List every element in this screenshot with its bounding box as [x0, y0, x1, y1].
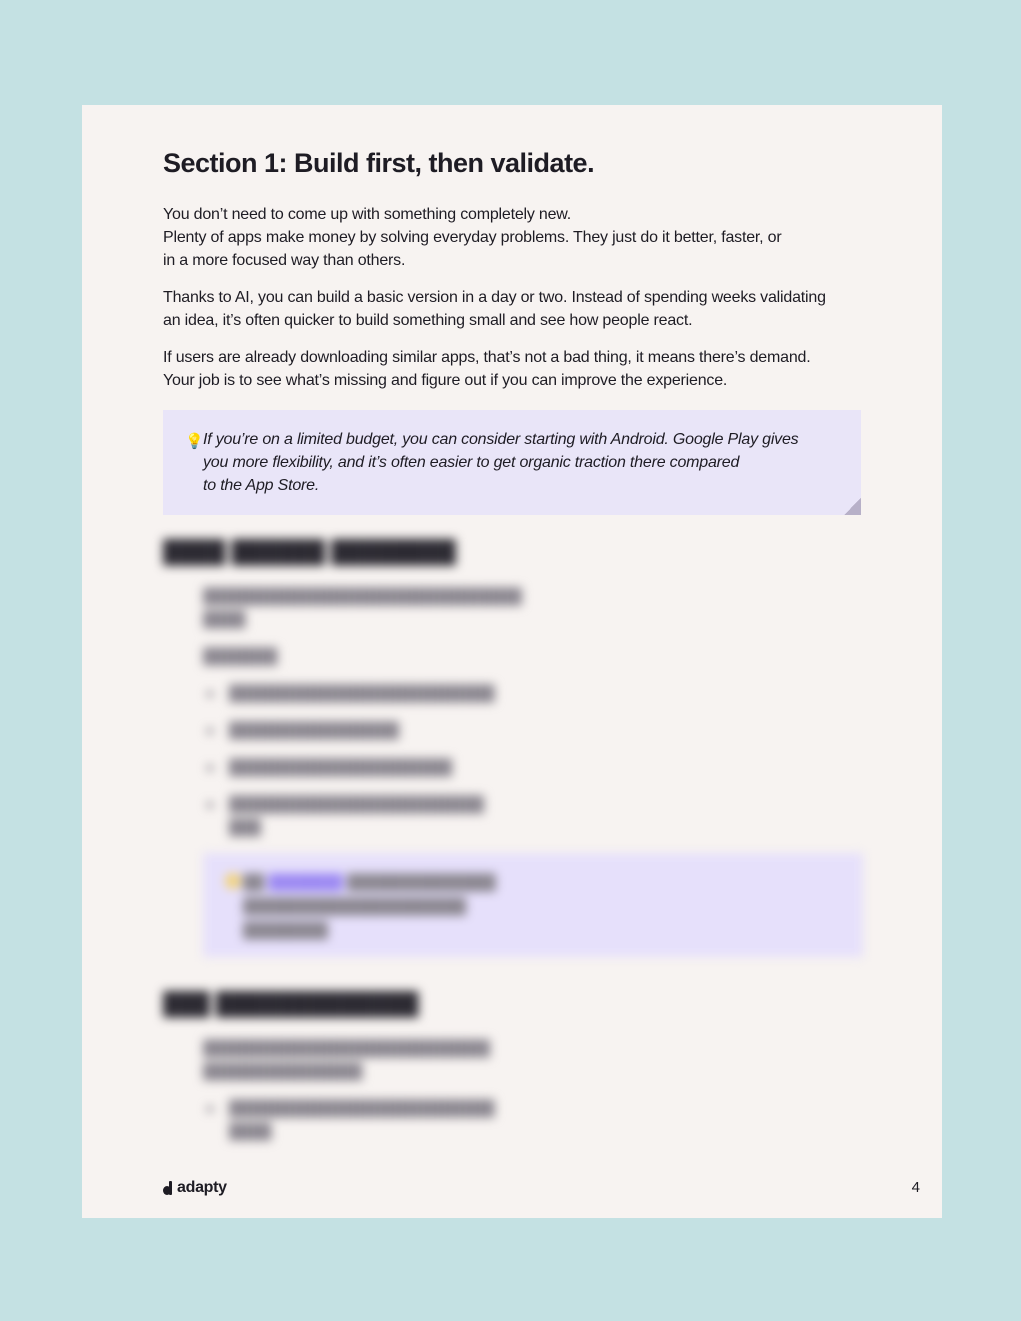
callout-line: to the App Store.: [203, 477, 320, 494]
paragraph-line: Thanks to AI, you can build a basic version in a day or two. Instead of spending weeks validating: [163, 289, 826, 306]
blurred-list-item: ████████████████: [203, 719, 863, 742]
paragraph-line: Your job is to see what’s missing and figure out if you can improve the experience.: [163, 372, 728, 389]
paragraph-line: You don’t need to come up with something completely new.: [163, 206, 572, 223]
page-fold-corner: [844, 498, 861, 515]
blurred-list: [203, 682, 863, 839]
blurred-list-item: ████████████████████████ ███: [203, 793, 863, 839]
blurred-text: ██████████████████████████████ ████: [203, 588, 522, 628]
blurred-list: [203, 1097, 863, 1143]
paragraph-line: in a more focused way than others.: [163, 252, 406, 269]
blurred-icon: [225, 873, 241, 889]
blurred-text: ███████: [203, 648, 278, 665]
blurred-callout: ██ ███████ ██████████████ █████████████████████ ████████: [203, 853, 863, 957]
lightbulb-icon: 💡: [185, 433, 204, 450]
callout-line: you more flexibility, and it’s often easier to get organic traction there compared: [203, 454, 740, 471]
blurred-list-item: █████████████████████████: [203, 682, 863, 705]
section-content: [163, 145, 863, 515]
blurred-list-item: █████████████████████████ ████: [203, 1097, 863, 1143]
paragraph-1: [163, 203, 863, 272]
blurred-subheading: ████ ██████ ████████: [163, 539, 456, 564]
document-page: [82, 105, 942, 1218]
adapty-logo: [163, 1180, 227, 1196]
callout-text: [203, 428, 831, 497]
blurred-text: ███████████████████████████ ███████████████: [203, 1040, 490, 1080]
page-number: 4: [911, 1179, 920, 1196]
paragraph-3: [163, 346, 863, 392]
paragraph-line: an idea, it’s often quicker to build something small and see how people react.: [163, 312, 693, 329]
blurred-list-item: █████████████████████: [203, 756, 863, 779]
tip-callout: [163, 410, 861, 515]
logo-text: adapty: [177, 1179, 227, 1196]
paragraph-2: [163, 286, 863, 332]
section-heading: Section 1: Build first, then validate.: [163, 148, 595, 178]
callout-line: If you’re on a limited budget, you can consider starting with Android. Google Play gives: [203, 431, 799, 448]
blurred-link: ███████: [268, 874, 343, 891]
paragraph-line: Plenty of apps make money by solving everyday problems. They just do it better, faster, or: [163, 229, 782, 246]
blurred-preview: [163, 537, 863, 1157]
adapty-logo-icon: [163, 1181, 174, 1195]
blurred-subheading: ███ █████████████: [163, 991, 419, 1016]
paragraph-line: If users are already downloading similar apps, that’s not a bad thing, it means there’s demand.: [163, 349, 811, 366]
